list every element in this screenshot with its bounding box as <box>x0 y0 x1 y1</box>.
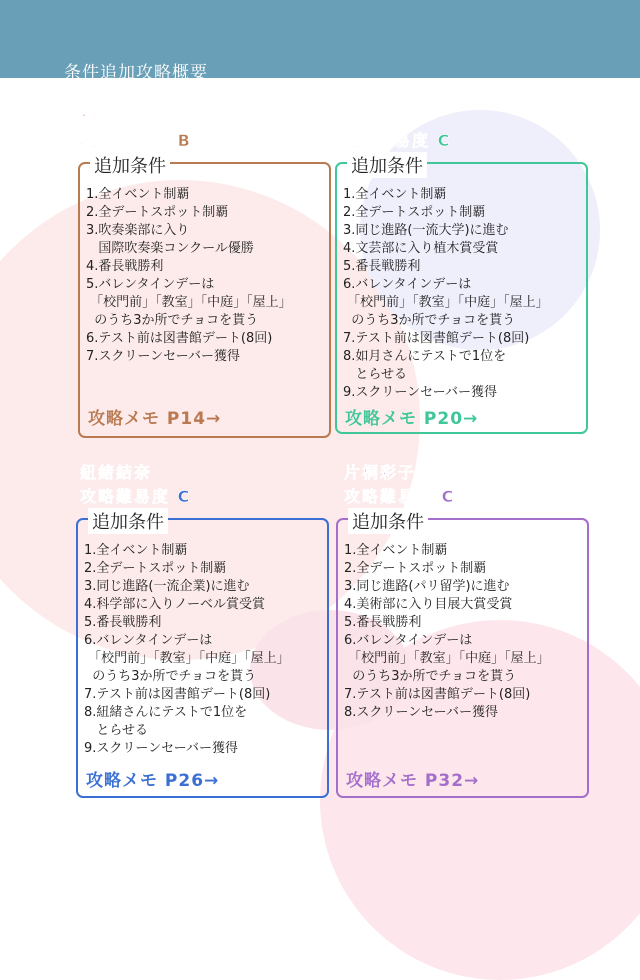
difficulty-label: 攻略難易度 B <box>80 131 192 150</box>
condition-item: のうち3か所でチョコを貰う <box>86 313 259 328</box>
character-name: 紐緒結奈 <box>80 463 153 482</box>
condition-item: のうち3か所でチョコを貰う <box>84 669 257 684</box>
character-name: 和泉絵子 <box>80 107 153 126</box>
condition-item: 1.全イベント制覇 <box>84 543 188 558</box>
condition-list <box>84 542 290 758</box>
condition-item: 9.スクリーンセーバー獲得 <box>84 741 238 756</box>
condition-item: 6.テスト前は図書館デート(8回) <box>86 331 273 346</box>
condition-item: 1.全イベント制覇 <box>86 187 190 202</box>
difficulty-label: 攻略難易度 C <box>340 131 452 150</box>
condition-item: 2.全デートスポット制覇 <box>86 205 229 220</box>
card-heading: 追加条件 <box>348 508 428 534</box>
condition-item: 8.紐緒さんにテストで1位を <box>84 705 248 720</box>
header-bar <box>0 0 640 83</box>
condition-list <box>343 186 549 402</box>
condition-item: 6.バレンタインデーは <box>84 633 213 648</box>
condition-item: のうち3か所でチョコを貰う <box>343 313 516 328</box>
memo-link[interactable]: 攻略メモ P20→ <box>345 409 479 429</box>
condition-item: 5.番長戦勝利 <box>343 259 421 274</box>
card-heading: 追加条件 <box>88 508 168 534</box>
condition-list <box>86 186 292 366</box>
condition-item: 5.番長戦勝利 <box>84 615 162 630</box>
condition-item: 7.スクリーンセーバー獲得 <box>86 349 240 364</box>
condition-card <box>335 156 588 434</box>
condition-item: 4.科学部に入りノーベル賞受賞 <box>84 597 266 612</box>
page-title: 条件追加攻略概要 <box>64 63 208 83</box>
condition-item: 5.番長戦勝利 <box>344 615 422 630</box>
condition-item: 3.吹奏楽部に入り <box>86 223 190 238</box>
condition-item: 6.バレンタインデーは <box>343 277 472 292</box>
condition-item: 「校門前」「教室」「中庭」「屋上」 <box>343 295 549 310</box>
condition-item: 「校門前」「教室」「中庭」「屋上」 <box>86 295 292 310</box>
condition-item: 「校門前」「教室」「中庭」「屋上」 <box>344 651 550 666</box>
condition-item: 2.全デートスポット制覇 <box>84 561 227 576</box>
condition-item: とらせる <box>343 367 408 382</box>
condition-item: 2.全デートスポット制覇 <box>344 561 487 576</box>
condition-item: 7.テスト前は図書館デート(8回) <box>343 331 530 346</box>
condition-item: 1.全イベント制覇 <box>344 543 448 558</box>
condition-item: 5.バレンタインデーは <box>86 277 215 292</box>
character-name: 片桐彩子 <box>344 463 417 482</box>
condition-item: 2.全デートスポット制覇 <box>343 205 486 220</box>
condition-item: 3.同じ進路(一流企業)に進む <box>84 579 250 594</box>
condition-item: 4.番長戦勝利 <box>86 259 164 274</box>
difficulty-label: 攻略難易度 C <box>344 487 456 506</box>
condition-item: 7.テスト前は図書館デート(8回) <box>344 687 531 702</box>
condition-card <box>76 512 329 798</box>
memo-link[interactable]: 攻略メモ P32→ <box>346 771 480 791</box>
condition-item: 3.同じ進路(パリ留学)に進む <box>344 579 510 594</box>
condition-item: 9.スクリーンセーバー獲得 <box>343 385 497 400</box>
condition-item: 3.同じ進路(一流大学)に進む <box>343 223 509 238</box>
condition-item: 国際吹奏楽コンクール優勝 <box>86 241 254 256</box>
card-heading: 追加条件 <box>347 152 427 178</box>
memo-link[interactable]: 攻略メモ P26→ <box>86 771 220 791</box>
condition-item: とらせる <box>84 723 149 738</box>
difficulty-label: 攻略難易度 C <box>80 487 192 506</box>
condition-item: 4.美術部に入り目展大賞受賞 <box>344 597 513 612</box>
memo-link[interactable]: 攻略メモ P14→ <box>88 409 222 429</box>
condition-item: 7.テスト前は図書館デート(8回) <box>84 687 271 702</box>
condition-list <box>344 542 550 722</box>
card-heading: 追加条件 <box>90 152 170 178</box>
condition-card <box>336 512 589 798</box>
character-name: 如月未緒 <box>340 107 413 126</box>
condition-item: のうち3か所でチョコを貰う <box>344 669 517 684</box>
condition-item: 6.バレンタインデーは <box>344 633 473 648</box>
condition-item: 4.文芸部に入り植木賞受賞 <box>343 241 499 256</box>
condition-item: 8.如月さんにテストで1位を <box>343 349 507 364</box>
condition-item: 1.全イベント制覇 <box>343 187 447 202</box>
condition-card <box>78 156 331 438</box>
condition-item: 8.スクリーンセーバー獲得 <box>344 705 498 720</box>
condition-item: 「校門前」「教室」「中庭」「屋上」 <box>84 651 290 666</box>
